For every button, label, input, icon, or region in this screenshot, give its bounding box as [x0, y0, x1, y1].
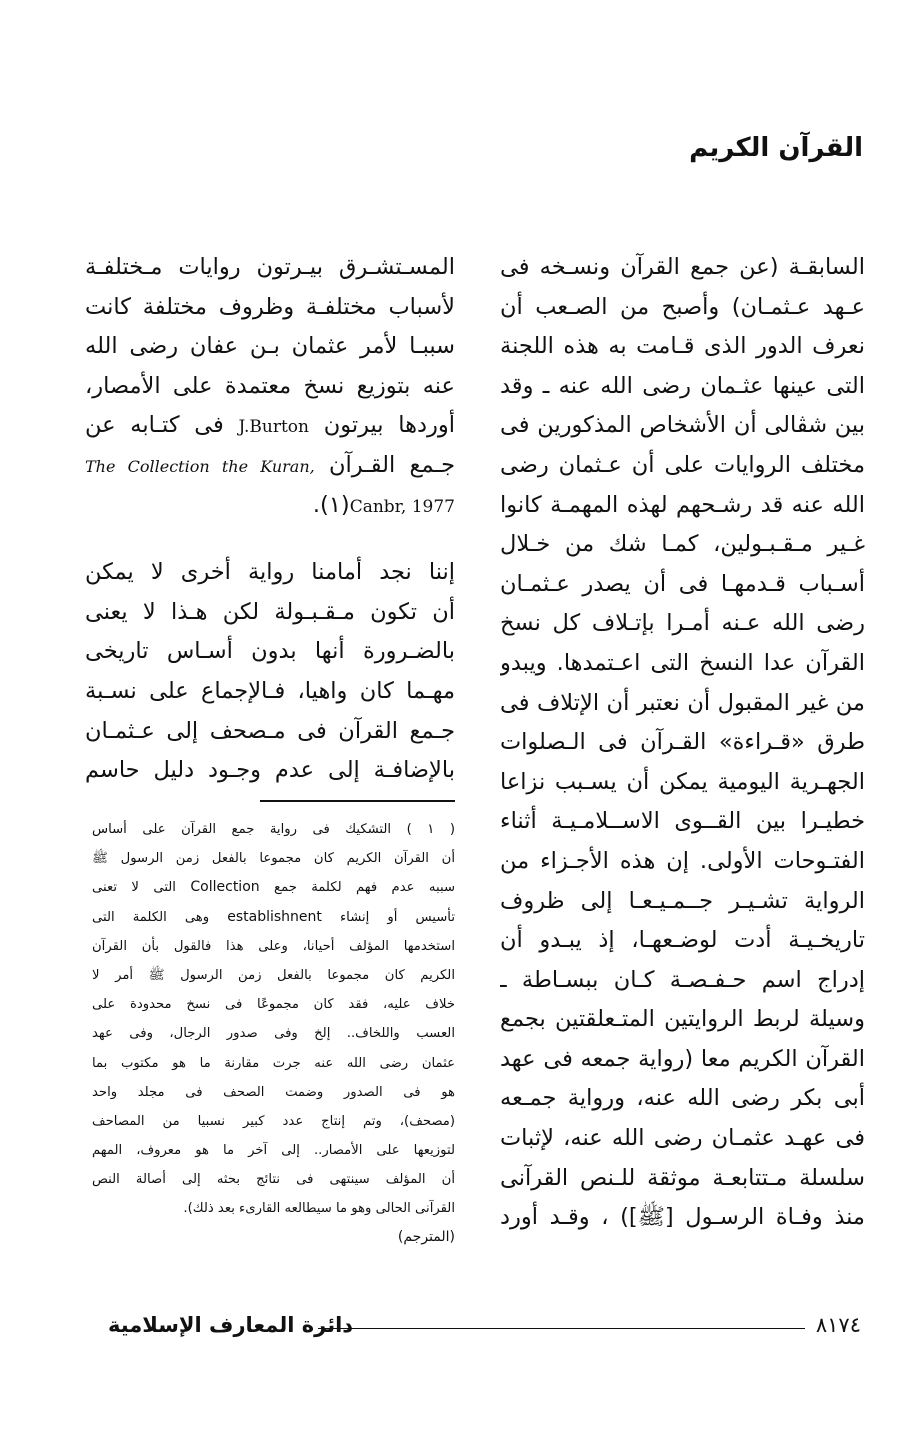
- text-line: السابقـة (عن جمع القرآن ونسـخه فى: [500, 254, 865, 280]
- text-column-left: [85, 248, 455, 791]
- text-line: المسـتشـرق بيـرتون روايات مـختلفـة: [85, 254, 455, 280]
- footnote-line: القرآنى الحالى وهو ما سيطالعه القارىء بعد ذلك).: [183, 1201, 455, 1217]
- text-line: رضى الله عـنه أمـرا بإتـلاف كل نسخ: [500, 610, 865, 637]
- footnote-line: لتوزيعها على الأمصار.. إلى آخر ما هو معروف، المهم: [92, 1143, 455, 1159]
- text-line: الله عنه قد رشـحهم لهذه المهمـة كانوا: [500, 491, 865, 518]
- text-line: عـهد عـثمـان) وأصبح من الصـعب أن: [500, 293, 865, 320]
- text-line: نعرف الدور الذى قـامت به هذه اللجنة: [500, 333, 865, 360]
- footnote-line: هو فى الصدور وضمت الصحف فى مجلد واحد: [92, 1084, 455, 1100]
- text-line: خطيـرا بين القــوى الاســلامـيـة أثناء: [500, 808, 865, 835]
- footnote-line: أن القرآن الكريم كان مجموعا بالفعل زمن الرسول ﷺ: [92, 851, 455, 867]
- text-line: مهـما كان واهيا، فـالإجماع على نسـبة: [85, 677, 455, 704]
- footnote-separator: [260, 800, 455, 802]
- text-fragment: جـمع القـرآن: [329, 451, 455, 478]
- footnote-line: استخدمها المؤلف أحيانا، وعلى هذا فالقول بأن القرآن: [92, 938, 455, 954]
- text-line: جـمع القرآن فى مـصحف إلى عـثمـان: [85, 717, 455, 744]
- text-fragment: فى كتـابه عن: [85, 412, 224, 439]
- text-line: غـير مـقـبـولين، كمـا شك من خـلال: [500, 531, 865, 558]
- text-line: طرق «قـراءة» القـرآن فى الـصلوات: [500, 729, 865, 756]
- text-column-right: [500, 248, 865, 1238]
- page-footer: [0, 1310, 915, 1350]
- text-line: إدراج اسم حـفـصـة كـان ببسـاطة ـ: [500, 966, 865, 993]
- text-line: سببـا لأمر عثمان بـن عفان رضى الله: [85, 333, 455, 360]
- text-line: القرآن الكريم معا (رواية جمعه فى عهد: [500, 1045, 865, 1072]
- text-fragment: التى لا تعنى: [92, 880, 176, 896]
- footnote-line: [92, 903, 455, 932]
- text-line: أن تكون مـقـبـولة لكن هـذا لا يعنى: [85, 598, 455, 625]
- text-line: القرآن عدا النسخ التى اعـتمدها. ويبدو: [500, 649, 865, 676]
- page-number: ٨١٧٤: [815, 1313, 861, 1337]
- text-line: سلسلة مـتتابعـة موثقة للـنص القرآنى: [500, 1164, 865, 1191]
- text-line: منذ وفـاة الرسـول [ﷺ]) ، وقـد أورد: [500, 1204, 865, 1231]
- text-line: بين شڤالى أن الأشخاص المذكورين فى: [500, 412, 865, 439]
- running-title: القرآن الكريم: [689, 133, 863, 163]
- text-line: وسيلة لربط الروايتين المتـعلقتين بجمع: [500, 1006, 865, 1033]
- footnote-line: (مصحف)، وتم إنتاج عدد كبير نسبيا من المصاحف: [92, 1113, 455, 1129]
- footnote-line: [92, 873, 455, 902]
- text-fragment: أوردها بيرتون: [323, 412, 455, 439]
- text-line: الجهـرية اليومية يمكن أن يسـبب نزاعا: [500, 768, 865, 795]
- text-line: بالإضافـة إلى عدم وجـود دليل حاسم: [85, 757, 455, 784]
- text-line: الرواية تشـيـر جــمـيـعـا إلى ظروف: [500, 887, 865, 914]
- latin-term: Collection: [190, 879, 260, 896]
- text-line-with-citation: [85, 406, 455, 446]
- text-line: إننا نجد أمامنا رواية أخرى لا يمكن: [85, 559, 455, 586]
- text-line: عنه بتوزيع نسخ معتمدة على الأمصار،: [85, 372, 455, 399]
- text-line: أبى بكر رضى الله عنه، ورواية جمـعه: [500, 1085, 865, 1112]
- text-line: تاريخـيـة أدت لوضـعهـا، إذ يبـدو أن: [500, 927, 865, 954]
- text-line: أسـباب قـدمهـا فى أن يصدر عـثمـان: [500, 570, 865, 597]
- text-line: التى عينها عثـمان رضى الله عنه ـ وقد: [500, 372, 865, 399]
- footnote-line: خلاف عليه، فقد كان مجموعًا فى نسخ محدودة على: [92, 997, 455, 1013]
- publication-title: دائرة المعارف الإسلامية: [108, 1313, 354, 1337]
- text-line-with-citation: [85, 486, 455, 526]
- footnote-line: ( ١ ) التشكيك فى رواية جمع القرآن على أساس: [92, 822, 455, 837]
- latin-term: establishnent: [227, 908, 322, 925]
- footnote-line: عثمان رضى الله عنه جرت مقارنة ما هو مكتوب بما: [92, 1055, 455, 1071]
- text-line: لأسباب مختلفـة وظروف مختلفة كانت: [85, 293, 455, 320]
- author-latin-name: J.Burton: [238, 417, 309, 438]
- text-fragment: سببه عدم فهم لكلمة جمع: [274, 880, 455, 896]
- text-fragment: تأسيس أو إنشاء: [339, 909, 455, 925]
- footnote-line: العسب واللخاف.. إلخ وفى صدور الرجال، وفى عهد: [92, 1026, 455, 1042]
- footnote-line: الكريم كان مجموعا بالفعل زمن الرسول ﷺ أمر لا: [92, 967, 455, 983]
- footnote-line: أن المؤلف سينتهى فى نتائج بحثه إلى أصالة النص: [92, 1172, 455, 1188]
- publication-place-year: Canbr, 1977: [349, 496, 455, 517]
- footnote-reference: (١).: [312, 491, 350, 518]
- text-line: الفتـوحات الأولى. إن هذه الأجـزاء من: [500, 847, 865, 874]
- text-line: بالضـرورة أنها بدون أسـاس تاريخى: [85, 638, 455, 665]
- paragraph-gap: [85, 525, 455, 553]
- footnote: [92, 815, 455, 1224]
- text-line: فى عهـد عثمـان رضى الله عنه، لإثبات: [500, 1125, 865, 1152]
- text-line-with-citation: [85, 446, 455, 486]
- text-fragment: وهى الكلمة التى: [92, 909, 210, 925]
- text-line: من غير المقبول أن نعتبر أن الإتلاف فى: [500, 689, 865, 716]
- text-line: مختلف الروايات على أن عـثمان رضى: [500, 451, 865, 478]
- footer-rule: [318, 1328, 805, 1329]
- footnote-signature: (المترجم): [397, 1229, 455, 1245]
- book-title-latin: The Collection the Kuran,: [85, 456, 315, 476]
